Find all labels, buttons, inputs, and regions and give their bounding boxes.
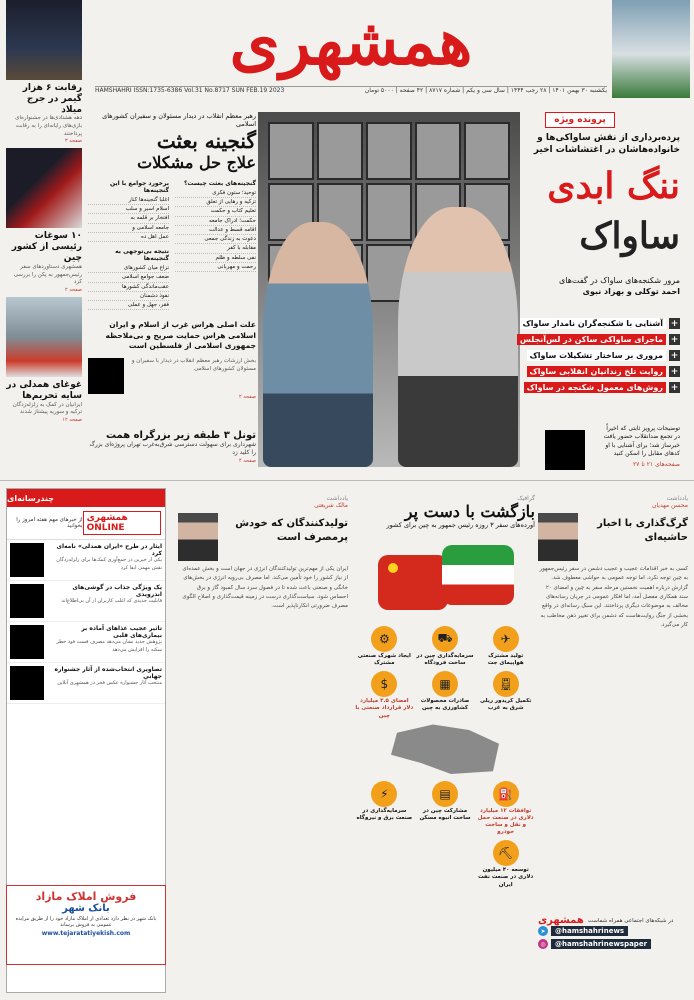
infographic-item: $ امضای ۳.۵ میلیارد دلار قرارداد صنعتی با چین [355, 671, 414, 719]
second-title-2[interactable]: علاج حل مشکلات [137, 152, 256, 172]
infographic-item: ⚡ سرمایه‌گذاری در صنعت برق و نیروگاه [355, 781, 414, 837]
teaser-photo-china[interactable] [6, 148, 82, 228]
author: مالک شریعتی [314, 502, 348, 509]
online-logo[interactable]: همشهری ONLINE [83, 511, 161, 535]
telegram-icon: ➤ [538, 926, 548, 936]
social-box [538, 915, 688, 952]
puzzle-flags-graphic [370, 535, 520, 620]
second-title[interactable]: گنجینه بعثت [156, 128, 256, 153]
person-right [398, 207, 518, 467]
instagram-icon: ◎ [538, 939, 548, 949]
left-teaser-column [6, 0, 82, 470]
second-kicker: رهبر معظم انقلاب در دیدار مسئولان و سفیران کشورهای اسلامی [102, 112, 256, 129]
masthead [95, 0, 607, 84]
money-icon: $ [371, 671, 397, 697]
gear-icon: ⚙ [371, 626, 397, 652]
telegram-link[interactable]: ➤ @hamshahrinews [538, 926, 688, 936]
lead-pages: صفحه‌های ۲۱ تا ۲۷ [632, 460, 680, 468]
note-header [538, 513, 688, 561]
second-body: علت اصلی هراس غرب از اسلام و ایران اسلامی هراس حمایت صریح و بی‌ملاحظه جمهوری اسلامی از فلسطین است [105, 320, 256, 351]
teaser-photo-gamers[interactable] [6, 0, 82, 80]
ad-bank: بانک شهر [62, 903, 110, 914]
ad-title: فروش املاک مازاد [35, 890, 137, 903]
lead-qr-code[interactable] [545, 430, 585, 470]
second-lists [88, 180, 256, 311]
brand-logo: همشهری [538, 915, 584, 926]
right-sports-teaser[interactable] [612, 0, 690, 100]
teaser-title[interactable]: رقابت ۶ هزار گیمر در جرج میلاد [22, 83, 82, 115]
star-icon [388, 563, 398, 573]
note-column-middle [178, 495, 348, 990]
lead-subtitle-intro: مرور شکنجه‌های ساواک در گفت‌های [559, 276, 680, 285]
crate-icon: ▦ [432, 671, 458, 697]
online-item[interactable]: یک ویژگی جذاب در گوشی‌های اندرویدی قابلیت جدیدی که اغلب کاربران از آن بی‌اطلاع‌اند [7, 581, 165, 622]
online-sub: از خبرهای مهم هفته امروز را بخوانید [16, 517, 83, 529]
newspaper-logo[interactable]: همشهری [229, 4, 473, 80]
social-brand-row: در شبکه‌های اجتماعی همراه شماست همشهری [538, 915, 674, 926]
lead-bullet[interactable]: + ماجرای ساواکی ساکن در لس‌آنجلس [510, 334, 680, 345]
tunnel-title[interactable]: تونل ۳ طبقه زیر بزرگراه همت [105, 430, 256, 441]
train-icon: 🚆︎ [493, 671, 519, 697]
infographic-item: ⛽ توافقات ۱۲ میلیارد دلاری در صنعت حمل و نقل و ساخت خودرو [476, 781, 535, 837]
teaser-photo-aid[interactable] [6, 297, 82, 377]
note-title[interactable]: تولیدکنندگان که خودش پرمصرف است [235, 518, 348, 543]
online-header: چندرسانه‌ای [7, 489, 165, 507]
building-icon: ▤ [432, 781, 458, 807]
infographic-item: ▤ مشارکت چین در ساخت انبوه مسکن [416, 781, 475, 837]
online-item[interactable]: تصاویری انتخاب‌شده از آثار جشنواره جهانی منتخب آثار جشنواره عکس فجر در همشهری آنلاین [7, 663, 165, 704]
author-portrait [538, 513, 578, 561]
list-col-societies: برخورد جوامع با این گنجینه‌ها اغلبا گنجینه‌ها کنار اسلام اسیر و سلب افتخار بر قلمه به جامعه اسلامی و عمل اهل ده نتیجه بی‌توجهی به گنجینه‌ها نزاع میان کشورهای ضعف جوامع اسلامی عقب‌ماندگی کشورها نفوذ دشمنان فقر، جهل و عملی [88, 180, 169, 311]
lead-photo[interactable] [258, 112, 520, 467]
truck-icon: ⛟ [432, 626, 458, 652]
infographic-item: ⛏ توسعه ۴۰ میلیون دلاری در صنعت نفت ایران [476, 840, 535, 888]
column-label: گرافیک [517, 495, 535, 502]
lead-bullet[interactable]: + آشنایی با شکنجه‌گران نامدار ساواک [510, 318, 680, 329]
issn-line: HAMSHAHRI ISSN:1735-6386 Vol.31 No.8717 SUN FEB.19 2023 [95, 87, 285, 94]
teaser-page: صفحه ۳ [65, 138, 82, 145]
qr-code[interactable] [10, 666, 44, 700]
teaser-page: صفحه ۲ [65, 286, 82, 293]
note-title[interactable]: گرگ‌گذاری با اخبار حاشیه‌ای [597, 518, 688, 543]
ad-url[interactable]: www.tejaratatiyekish.com [41, 930, 131, 937]
second-page: صفحه ۲ [239, 393, 256, 400]
infographic-title[interactable]: بازگشت با دست پر [404, 502, 535, 521]
lead-subtitle [520, 275, 680, 297]
lead-title-secondary[interactable]: ساواک [579, 215, 680, 257]
infographic-item: ▦ صادرات محصولات کشاورزی به چین [416, 671, 475, 719]
person-left [263, 222, 373, 467]
qr-code[interactable] [10, 625, 44, 659]
plane-icon: ✈ [493, 626, 519, 652]
list-col-treasures: گنجینه‌های بعثت چیست؟ توحید؛ ستون فکری تزکیه و رهایی از تعلق تعلیم کتاب و حکمت حکمت؛ ادراک جامعه اقامه قسط و عدالت دعوت به زندگی جمعی مقابله با کفر نفی سلطه و ظلم رحمت و مهربانی [175, 180, 256, 311]
qr-code[interactable] [10, 543, 44, 577]
column-label: یادداشت [326, 495, 348, 502]
infographic-item: ⚙ ایجاد شهرک صنعتی مشترک [355, 626, 414, 667]
column-label: یادداشت [666, 495, 688, 502]
ad-body: بانک شهر در نظر دارد تعدادی از املاک مازاد خود را از طریق مزایده عمومی به فروش برساند [15, 916, 157, 928]
online-item[interactable]: ایثار در طرح «ایران همدلی» نامه‌ای کرد یکی از خیرین در جمع‌آوری کمک‌ها برای زلزله‌زدگان نقش مهمی ایفا کرد [7, 540, 165, 581]
author: محسن مهدیان [652, 502, 688, 509]
infographic-subtitle: آورده‌های سفر ۳ روزه رئیس جمهور به چین برای کشور [386, 521, 535, 529]
oil-icon: ⛽ [493, 781, 519, 807]
online-logo-row [7, 507, 165, 540]
teaser-page: صفحه ۱۲ [62, 416, 82, 423]
second-qr-code[interactable] [88, 358, 124, 394]
teaser-title[interactable]: ۱۰ سوغات رئیسی از کشور چین [11, 231, 82, 264]
online-item[interactable]: تاثیر عجیب غذاهای آماده بر بیماری‌های قلبی پژوهش جدید نشان می‌دهد مصرف فست فود خطر سکته را افزایش می‌دهد [7, 622, 165, 663]
teaser-body: همشهری دستاوردهای سفر رئیس‌جمهور به پکن را بررسی کرد [13, 263, 82, 286]
second-story [88, 112, 256, 403]
iran-map-graphic [385, 722, 505, 777]
divider [0, 480, 694, 481]
persian-date-line: یکشنبه ۳۰ بهمن ۱۴۰۱ | ۲۸ رجب ۱۴۴۴ | سال سی و یکم | شماره ۸۷۱۷ | ۴۲ صفحه | ۵۰۰۰ تومان [364, 87, 607, 94]
author-portrait [178, 513, 218, 561]
lead-caption: توضیحات پرویز ثابتی که اخیراً در تجمع ضدانقلاب حضور یافت خبرساز شد؛ برای آشنایی با او کدهای مقابل را اسکن کنید صفحه‌های ۲۱ تا ۲۷ [600, 425, 680, 469]
mine-icon: ⛏ [493, 840, 519, 866]
lead-title[interactable]: ننگ ابدی [547, 165, 680, 207]
infographic-item: 🚆︎ تکمیل کریدور ریلی شرق به غرب [476, 671, 535, 719]
china-flag-piece [378, 555, 448, 610]
note-header [178, 513, 348, 561]
plus-icon: + [670, 334, 679, 345]
instagram-link[interactable]: ◎ @hamshahrinewspaper [538, 939, 688, 949]
tunnel-story [88, 430, 256, 467]
note-body: ایران یکی از مهم‌ترین تولیدکنندگان انرژی در جهان است و بخش عمده‌ای از نیاز کشور را خود تأمین می‌کند. اما مصرف بی‌رویه انرژی در بخش‌های خانگی و صنعتی باعث شده تا در فصول سرد سال کمبود گاز و برق احساس شود. سیاست‌گذاری درست در زمینه قیمت‌گذاری و اصلاح الگوی مصرف ضرورتی انکارناپذیر است. [182, 566, 348, 610]
dateline [95, 86, 607, 98]
plus-icon: + [670, 318, 679, 329]
plus-icon: + [670, 366, 679, 377]
lead-kicker: پرده‌برداری از نقش ساواکی‌ها و خانواده‌هاشان در اغتشاشات اخیر [533, 133, 680, 156]
qr-code[interactable] [10, 584, 44, 618]
bank-ad[interactable] [6, 885, 166, 965]
teaser-body: ایرانیان در کمک به زلزله‌زدگان ترکیه و سوریه پیشتاز شدند [12, 401, 82, 416]
infographic [355, 495, 535, 990]
note-body: کسی به خبر اقدامات عجیب و عجیب دشمن در سفر رئیس‌جمهور به چین توجه نکرد. اما توجه عمومی به حواشی معطوف شد. گزارش درباره اهمیت نخستین مرحله سفر به چین و امضای ۲۰ سند همکاری مفصل آمد، اما افکار عمومی در جریان رسانه‌های مخالف به موضوعات دیگری پرداختند. این سبک رسانه‌ای در واقع بخشی از جنگ روایت‌هاست که دشمن برای تغییر ذهن مخاطب به کار می‌گیرد. [539, 566, 688, 629]
factory-icon: ⚡ [371, 781, 397, 807]
infographic-item: ⛟ سرمایه‌گذاری چین در ساخت فرودگاه [416, 626, 475, 667]
teaser-title[interactable]: غوغای همدلی در سایه تحریم‌ها [6, 379, 82, 401]
sports-photo[interactable] [612, 0, 690, 98]
lead-bullet[interactable]: + روش‌های معمول شکنجه در ساواک [510, 382, 680, 393]
lead-subtitle-names: احمد توکلی و بهزاد نبوی [582, 287, 680, 297]
tunnel-body: شهرداری برای سهولت دسترسی شرق‌به‌غرب تهران پروژه‌ای بزرگ را کلید زد [89, 441, 256, 457]
lead-bullet[interactable]: + مروری بر ساختار تشکیلات ساواک [510, 350, 680, 361]
special-report-badge: پرونده ویژه [545, 112, 615, 128]
lead-bullets [510, 318, 680, 398]
infographic-item: ✈ تولید مشترک هواپیمای جت [476, 626, 535, 667]
iran-flag-piece [442, 545, 514, 605]
plus-icon: + [670, 350, 679, 361]
plus-icon: + [670, 382, 679, 393]
infographic-icons [355, 626, 535, 720]
tunnel-page: صفحه ۴ [239, 457, 256, 464]
lead-bullet[interactable]: + روایت تلخ زندانیان انقلابی ساواک [510, 366, 680, 377]
second-qr-row: بخش ارزشات رهبر معظم انقلاب در دیدار با سفیران و مسئولان کشورهای اسلامی [88, 358, 256, 394]
teaser-body: دهه هشتادی‌ها در جشنواره‌ای بازی‌های رایانه‌ای را به رقابت پرداختند [15, 115, 82, 137]
infographic-icons-bottom [355, 781, 535, 889]
